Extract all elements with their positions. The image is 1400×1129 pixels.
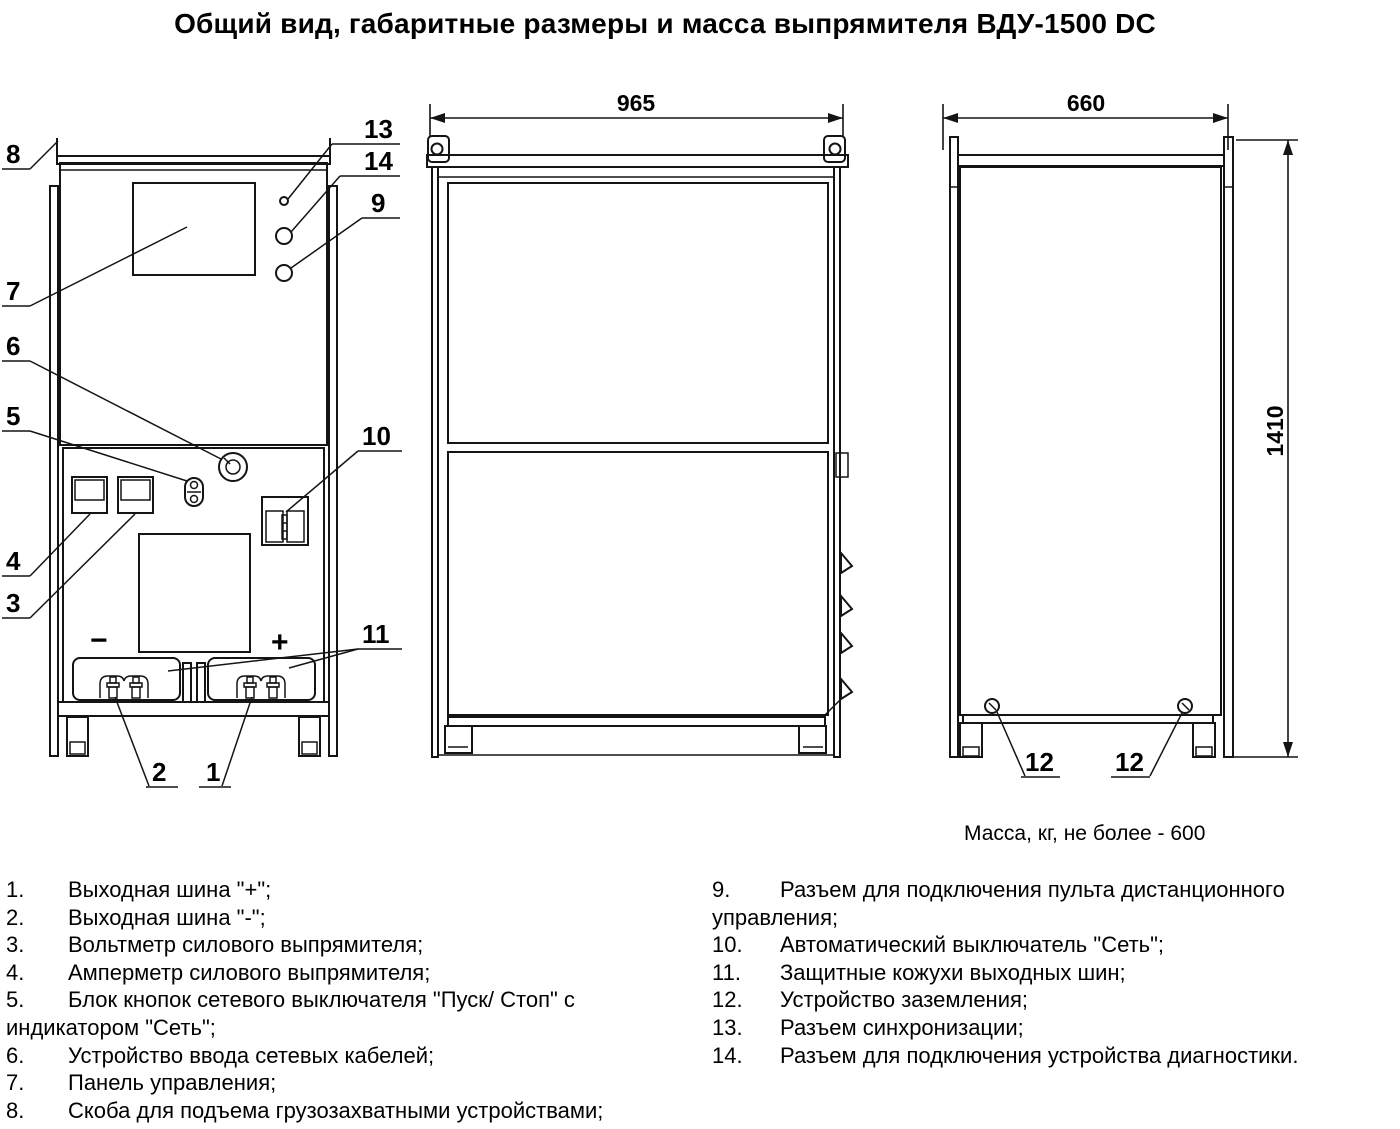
callout-2-label: 2 (152, 757, 167, 787)
end-main-panel (960, 167, 1221, 715)
legend-item-11 (712, 959, 1368, 987)
callout-8-label: 8 (6, 139, 21, 169)
mains-circuit-breaker (262, 497, 308, 545)
callout-6-label: 6 (6, 331, 21, 361)
callout-7-label: 7 (6, 276, 21, 306)
front-base-band (58, 702, 329, 716)
cover-divider-right (197, 663, 205, 702)
callout-4-label: 4 (6, 546, 21, 576)
legend-item-14 (712, 1042, 1368, 1070)
legend-item-number: 13. (712, 1014, 743, 1040)
cable-entry-device (219, 453, 247, 481)
legend-item-text: Вольтметр силового выпрямителя; (68, 932, 424, 958)
end-top-bar (958, 155, 1224, 166)
callout-13-label: 13 (364, 114, 393, 144)
control-panel (133, 183, 255, 275)
side-edge-flap (836, 453, 848, 477)
legend-item-number: 3. (6, 932, 25, 958)
polarity-plus: + (271, 626, 289, 659)
legend-item-10 (712, 931, 1368, 959)
remote-control-connector (276, 265, 292, 281)
side-top-bar (427, 155, 848, 167)
legend-item-text: Выходная шина "+"; (68, 877, 272, 902)
callout-1-label: 1 (206, 757, 221, 787)
callout-3-label: 3 (6, 588, 21, 618)
legend-item-number: 4. (6, 959, 25, 985)
legend-right-column (712, 876, 1368, 1069)
end-view (943, 90, 1298, 777)
callout-9-label: 9 (371, 188, 386, 218)
dimension-1410-value: 1410 (1262, 405, 1288, 457)
legend-item-number: 10. (712, 932, 743, 958)
drawing-title: Общий вид, габаритные размеры и масса выпрямителя ВДУ-1500 DC (174, 8, 1156, 39)
start-stop-button-block (185, 478, 203, 506)
legend-item-number: 11. (712, 959, 741, 985)
bus-terminal-minus-2 (130, 677, 142, 698)
dimension-965-value: 965 (616, 90, 656, 116)
legend-item-9 (712, 876, 1368, 931)
dimension-965 (430, 90, 843, 152)
legend-item-3 (6, 931, 662, 959)
diagnostics-connector (276, 228, 292, 244)
legend-item-1 (6, 876, 662, 904)
legend-item-text: Амперметр силового выпрямителя; (68, 959, 431, 985)
legend-item-text: Панель управления; (68, 1070, 277, 1096)
legend-item-number: 12. (712, 987, 743, 1013)
callout-11-label: 11 (362, 619, 390, 649)
front-upper-door (60, 163, 327, 445)
legend-item-text: Защитные кожухи выходных шин; (780, 959, 1126, 985)
lifting-bracket (57, 138, 330, 164)
output-cover-minus (73, 658, 180, 700)
end-right-rail (1224, 137, 1233, 757)
legend-left-column (6, 876, 662, 1124)
legend-item-2 (6, 904, 662, 932)
mass-note: Масса, кг, не более - 600 (964, 822, 1206, 845)
legend-item-text: Устройство ввода сетевых кабелей; (68, 1042, 435, 1068)
ammeter (72, 477, 107, 513)
side-left-rail (432, 167, 438, 757)
grounding-device-right (1178, 699, 1192, 713)
bus-terminal-plus-2 (267, 677, 279, 698)
legend-item-number: 14. (712, 1042, 743, 1068)
legend-item-text: Выходная шина "-"; (68, 904, 266, 930)
legend-item-number: 8. (6, 1097, 25, 1123)
legend-item-text: Скоба для подъема грузозахватными устройствами; (68, 1097, 604, 1123)
dimension-660-value: 660 (1066, 90, 1106, 116)
legend-item-text: Разъем для подключения устройства диагностики. (780, 1042, 1299, 1068)
side-base-band (448, 717, 825, 726)
front-lower-panel (63, 448, 324, 702)
dimension-1410 (1230, 140, 1298, 757)
legend-item-13 (712, 1014, 1368, 1042)
front-left-rail (50, 186, 58, 756)
front-feet (67, 717, 320, 756)
legend-item-text: Устройство заземления; (780, 987, 1029, 1013)
legend-item-number: 9. (712, 877, 731, 902)
callout-10-label: 10 (362, 421, 391, 451)
front-view (2, 114, 402, 787)
side-view (427, 90, 852, 757)
voltmeter (118, 477, 153, 513)
side-lower-panel (448, 452, 828, 715)
legend-item-5 (6, 986, 662, 1041)
legend-item-7 (6, 1069, 662, 1097)
callout-12b-label: 12 (1115, 747, 1144, 777)
legend-item-text: Автоматический выключатель "Сеть"; (780, 932, 1165, 958)
legend-item-text: Разъем синхронизации; (780, 1014, 1024, 1040)
side-lifting-lugs (428, 136, 845, 162)
sync-connector (280, 197, 288, 205)
legend-item-number: 6. (6, 1042, 25, 1068)
legend-item-8 (6, 1097, 662, 1125)
legend-item-12 (712, 986, 1368, 1014)
legend-item-number: 2. (6, 904, 25, 930)
callout-14-label: 14 (364, 146, 393, 176)
legend-item-number: 1. (6, 877, 25, 902)
end-view-callouts (997, 712, 1182, 777)
callout-5-label: 5 (6, 401, 21, 431)
end-feet (960, 723, 1215, 757)
front-right-rail (329, 186, 337, 756)
dimension-660 (943, 90, 1228, 150)
grounding-device-left (985, 699, 999, 713)
side-right-rail (834, 167, 840, 757)
bus-terminal-plus (244, 677, 256, 698)
legend-item-4 (6, 959, 662, 987)
legend-item-6 (6, 1042, 662, 1070)
polarity-minus: − (90, 624, 108, 657)
legend-item-text: Разъем для подключения пульта дистанционного управления; (712, 877, 1285, 930)
end-left-rail (950, 137, 958, 757)
legend-item-text: Блок кнопок сетевого выключателя "Пуск/ Стоп" с индикатором "Сеть"; (6, 987, 575, 1040)
callout-12a-label: 12 (1025, 747, 1054, 777)
ventilation-louvers (841, 553, 852, 699)
side-upper-panel (448, 183, 828, 443)
legend-item-number: 7. (6, 1070, 25, 1096)
side-feet (445, 726, 826, 753)
legend-item-number: 5. (6, 987, 25, 1013)
front-lower-box (139, 534, 250, 652)
bus-terminal-minus (107, 677, 119, 698)
